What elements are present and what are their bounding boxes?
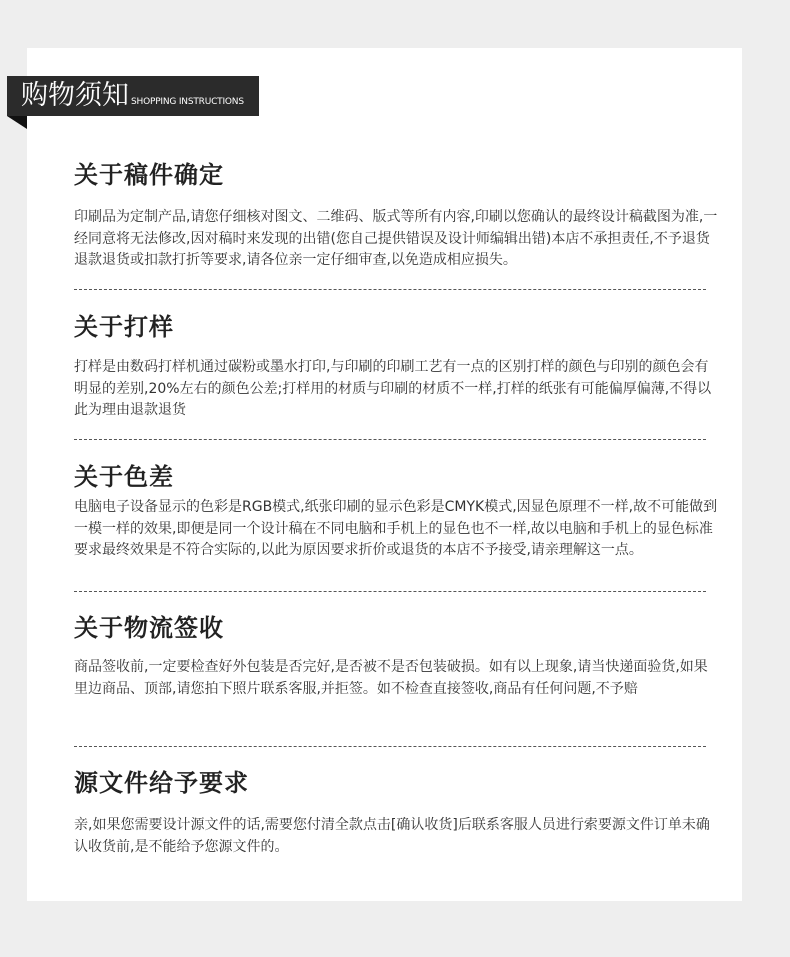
section-divider bbox=[74, 289, 706, 290]
section-color-difference bbox=[74, 462, 724, 562]
header-subtitle: SHOPPING INSTRUCTIONS bbox=[131, 97, 244, 107]
section-body: 打样是由数码打样机通过碳粉或墨水打印,与印刷的印刷工艺有一点的区别打样的颜色与印别的颜色会有明显的差别,20%左右的颜色公差;打样用的材质与印刷的材质不一样,打样的纸张有可能偏厚偏薄,不得以此为理由退款退货 bbox=[74, 359, 712, 418]
section-manuscript bbox=[74, 160, 724, 272]
section-body: 商品签收前,一定要检查好外包装是否完好,是否被不是否包装破损。如有以上现象,请当快递面验货,如果里边商品、顶部,请您拍下照片联系客服,并拒签。如不检查直接签收,商品有任何问题,不予赔 bbox=[74, 659, 708, 697]
section-divider bbox=[74, 591, 706, 592]
section-logistics bbox=[74, 613, 724, 700]
section-body: 亲,如果您需要设计源文件的话,需要您付清全款点击[确认收货]后联系客服人员进行索要源文件订单未确认收货前,是不能给予您源文件的。 bbox=[74, 817, 710, 855]
section-title: 关于物流签收 bbox=[74, 614, 224, 642]
section-divider bbox=[74, 746, 706, 747]
section-body: 印刷品为定制产品,请您仔细核对图文、二维码、版式等所有内容,印刷以您确认的最终设计稿截图为准,一经同意将无法修改,因对稿时来发现的出错(您自己提供错误及设计师编辑出错)本店不承担责任,不予退货退款退货或扣款打折等要求,请各位亲一定仔细审查,以免造成相应损失。 bbox=[74, 209, 718, 268]
section-proofing bbox=[74, 312, 724, 422]
section-title: 关于色差 bbox=[74, 463, 174, 491]
section-divider bbox=[74, 439, 706, 440]
section-title: 关于打样 bbox=[74, 313, 174, 341]
section-title: 源文件给予要求 bbox=[74, 769, 249, 797]
section-title: 关于稿件确定 bbox=[74, 161, 224, 189]
section-source-files bbox=[74, 768, 724, 858]
section-body: 电脑电子设备显示的色彩是RGB模式,纸张印刷的显示色彩是CMYK模式,因显色原理不一样,故不可能做到一模一样的效果,即便是同一个设计稿在不同电脑和手机上的显色也不一样,故以电脑和手机上的显色标准要求最终效果是不符合实际的,以此为原因要求折价或退货的本店不予接受,请亲理解这一点。 bbox=[74, 499, 718, 558]
header-tab bbox=[7, 76, 259, 116]
header-title: 购物须知 bbox=[21, 80, 129, 111]
header-fold-corner bbox=[7, 116, 27, 129]
